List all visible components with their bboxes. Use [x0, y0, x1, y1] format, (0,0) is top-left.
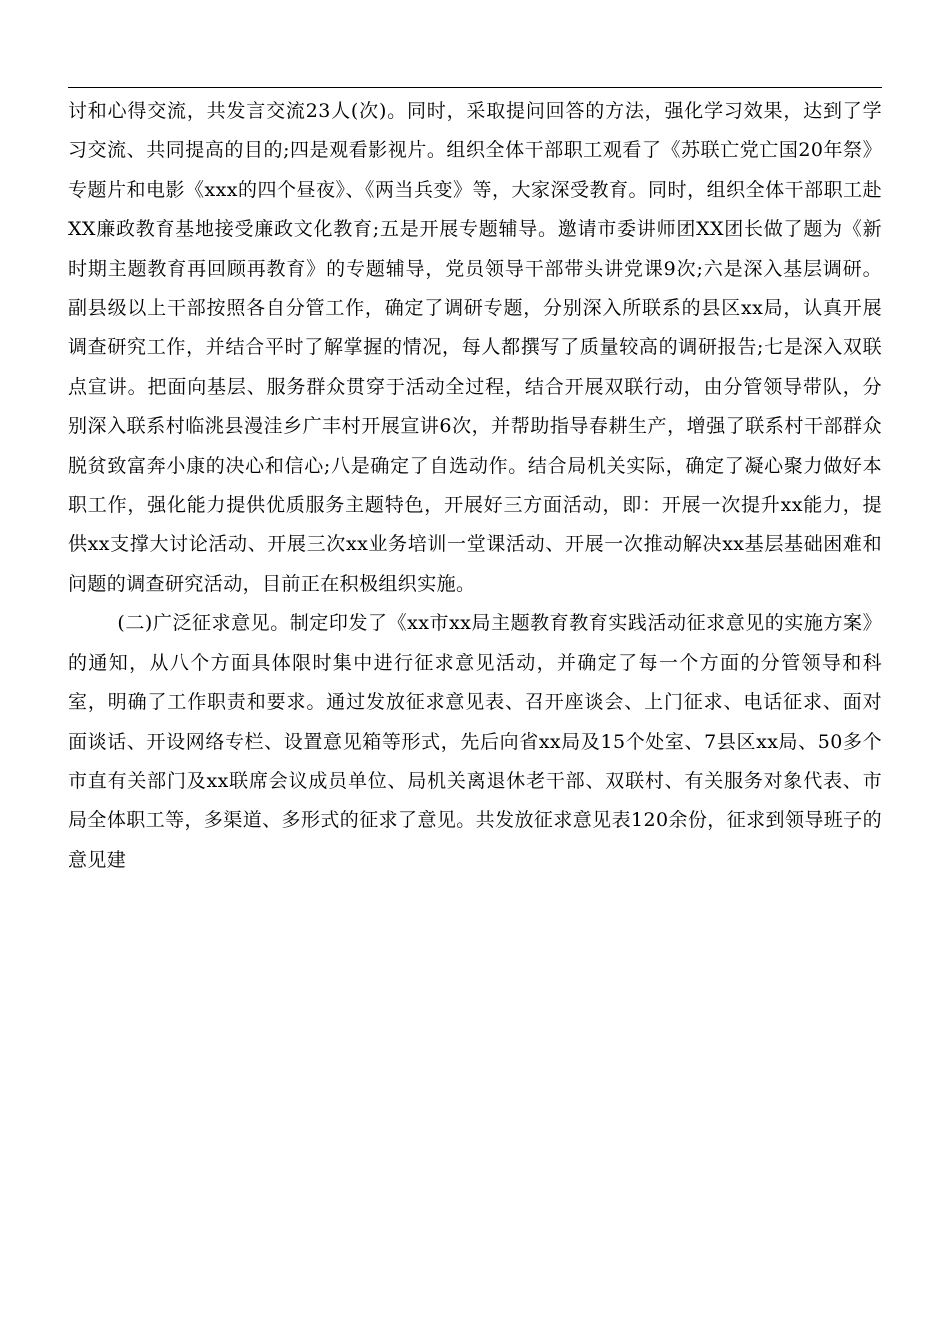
body-text: [68, 92, 882, 880]
header-rule: [68, 87, 882, 88]
paragraph-continuation: 讨和心得交流，共发言交流23人(次)。同时，采取提问回答的方法，强化学习效果，达到了学习交流、共同提高的目的;四是观看影视片。组织全体干部职工观看了《苏联亡党亡国20年祭》专题片和电影《xxx的四个昼夜》、《两当兵变》等，大家深受教育。同时，组织全体干部职工赴XX廉政教育基地接受廉政文化教育;五是开展专题辅导。邀请市委讲师团XX团长做了题为《新时期主题教育再回顾再教育》的专题辅导，党员领导干部带头讲党课9次;六是深入基层调研。副县级以上干部按照各自分管工作，确定了调研专题，分别深入所联系的县区xx局，认真开展调查研究工作，并结合平时了解掌握的情况，每人都撰写了质量较高的调研报告;七是深入双联点宣讲。把面向基层、服务群众贯穿于活动全过程，结合开展双联行动，由分管领导带队，分别深入联系村临洮县漫洼乡广丰村开展宣讲6次，并帮助指导春耕生产，增强了联系村干部群众脱贫致富奔小康的决心和信心;八是确定了自选动作。结合局机关实际，确定了凝心聚力做好本职工作，强化能力提供优质服务主题特色，开展好三方面活动，即：开展一次提升xx能力，提供xx支撑大讨论活动、开展三次xx业务培训一堂课活动、开展一次推动解决xx基层基础困难和问题的调查研究活动，目前正在积极组织实施。: [68, 100, 882, 595]
paragraph-section-2: (二)广泛征求意见。制定印发了《xx市xx局主题教育教育实践活动征求意见的实施方案》的通知，从八个方面具体限时集中进行征求意见活动，并确定了每一个方面的分管领导和科室，明确了工作职责和要求。通过发放征求意见表、召开座谈会、上门征求、电话征求、面对面谈话、开设网络专栏、设置意见箱等形式，先后向省xx局及15个处室、7县区xx局、50多个市直有关部门及xx联席会议成员单位、局机关离退休老干部、双联村、有关服务对象代表、市局全体职工等，多渠道、多形式的征求了意见。共发放征求意见表120余份，征求到领导班子的意见建: [68, 612, 882, 871]
